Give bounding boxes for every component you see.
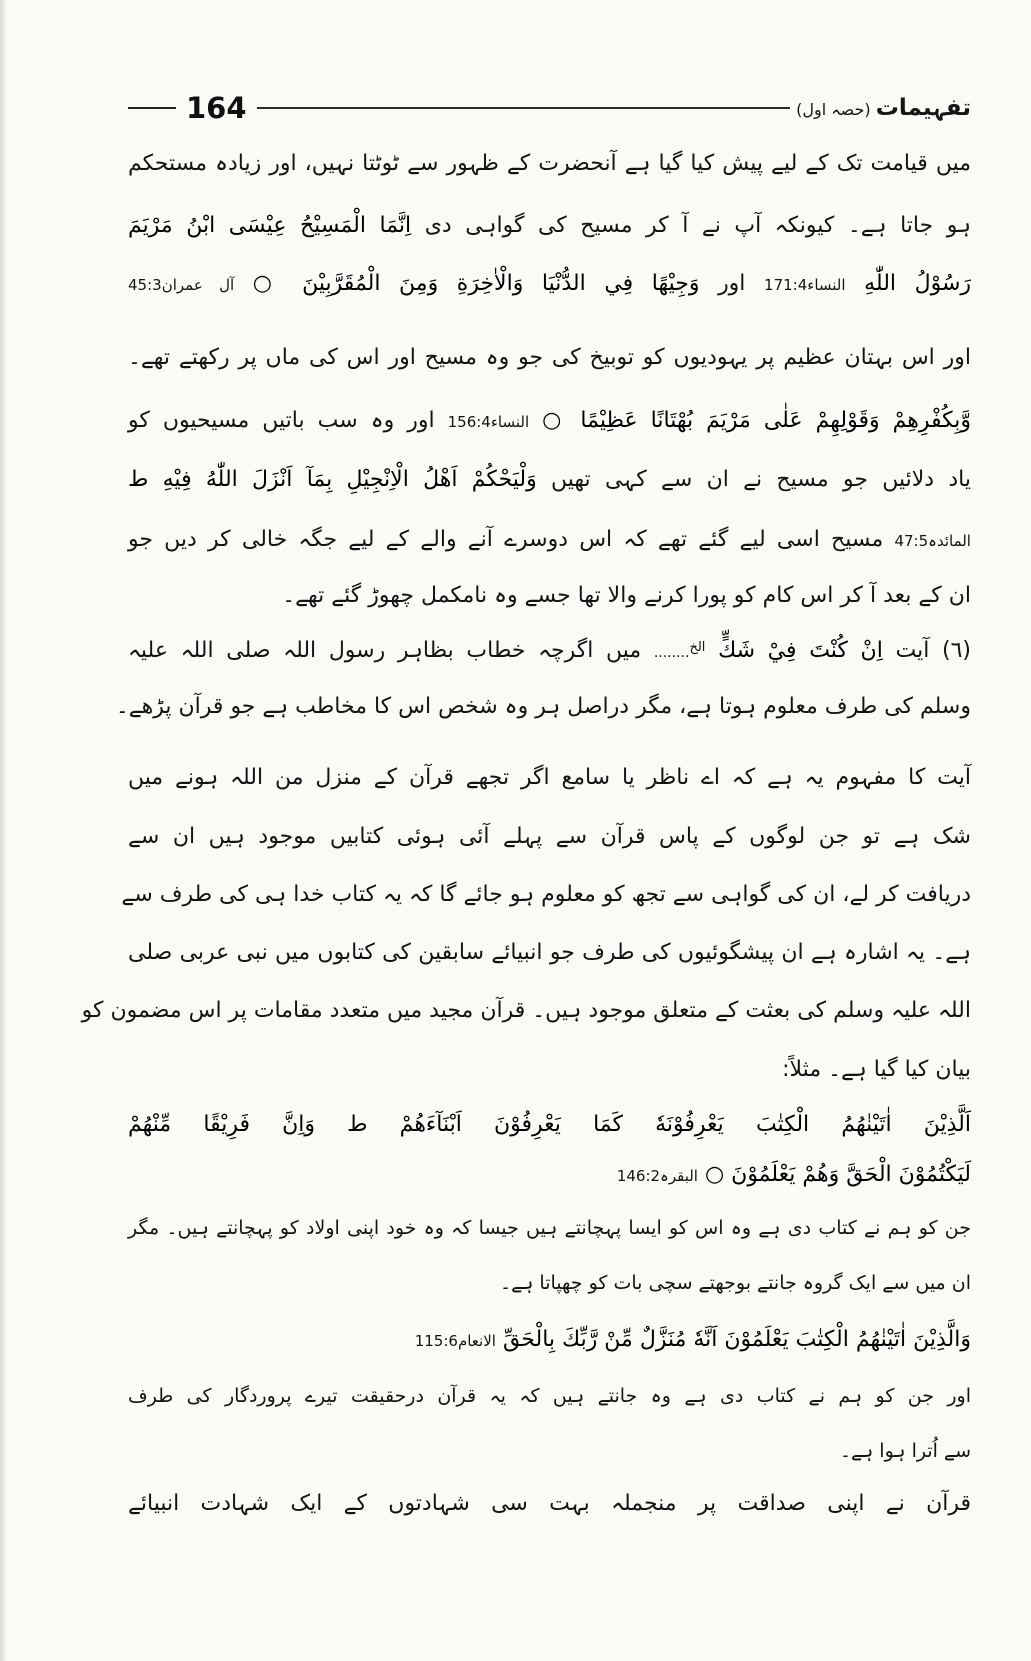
quran-verse: وَجِيْهًا فِي الدُّنْيَا وَالْاٰخِرَةِ وَمِنَ الْمُقَرَّبِيْنَ ○ (252, 271, 700, 296)
verse-reference: المائدہ47:5 (894, 532, 971, 550)
header-rule-short (128, 107, 176, 109)
line-text: اور (718, 271, 746, 296)
quote-2-verse (128, 1315, 971, 1365)
body-line-4: اور اس بہتان عظیم پر یہودیوں کو توبیخ کی جو وہ مسیح اور اس کی ماں پر رکھتے تھے۔ (128, 345, 971, 370)
body-line-16: بیان کیا گیا ہے۔ مثلاً: (782, 1057, 971, 1082)
body-line-8: ان کے بعد آ کر اس کام کو پورا کرنے والا تھا جسے وہ نامکمل چھوڑ گئے تھے۔ (282, 583, 971, 608)
verse-reference: النساء156:4 (447, 413, 530, 431)
quran-verse: وَالَّذِيْنَ اٰتَيْنٰهُمُ الْكِتٰبَ يَعْلَمُوْنَ اَنَّهٗ مُنَزَّلٌ مِّنْ رَّبِّكَ بِالْحَقِّ (502, 1327, 971, 1352)
quote-1-translation-line-2: ان میں سے ایک گروہ جانتے بوجھتے سچی بات کو چھپاتا ہے۔ (499, 1272, 971, 1294)
quran-verse: لَيَكْتُمُوْنَ الْحَقَّ وَهُمْ يَعْلَمُوْنَ ○ (704, 1162, 971, 1187)
quran-verse: وَلْيَحْكُمْ اَهْلُ الْاِنْجِيْلِ بِمَآ اَنْزَلَ اللّٰهُ فِيْهِ ط (128, 467, 537, 492)
quote-2-translation-line-2: سے اُترا ہوا ہے۔ (839, 1440, 971, 1462)
verse-reference: الانعام115:6 (414, 1332, 496, 1350)
verse-reference: النساء171:4 (764, 276, 846, 294)
line-text: میں اگرچہ خطاب بظاہر رسول اللہ صلی اللہ علیہ (128, 638, 642, 663)
body-line-3 (128, 259, 971, 309)
body-line-5 (128, 396, 971, 446)
verse-reference: البقرہ146:2 (616, 1167, 698, 1185)
book-part: (حصہ اول) (796, 100, 871, 119)
body-line-9 (128, 623, 971, 673)
closing-line: قرآن نے اپنی صداقت پر منجملہ بہت سی شہادتوں کے ایک شہادت انبیائے (128, 1491, 971, 1516)
body-line-12: شک ہے تو جن لوگوں کے پاس قرآن سے پہلے آئی ہوئی کتابیں موجود ہیں ان سے (128, 824, 971, 849)
page-number: 164 (186, 91, 247, 125)
line-text: ہو جاتا ہے۔ کیونکہ آپ نے آ کر مسیح کی گواہی دی (424, 213, 971, 238)
body-line-2 (128, 201, 971, 251)
quote-2-translation-line-1: اور جن کو ہم نے کتاب دی ہے وہ جانتے ہیں کہ یہ قرآن درحقیقت تیرے پروردگار کی طرف (128, 1385, 971, 1407)
body-line-11: آیت کا مفہوم یہ ہے کہ اے ناظر یا سامع اگر تجھے قرآن کے منزل من اللہ ہونے میں (128, 765, 971, 790)
quran-verse: رَسُوْلُ اللّٰهِ (864, 271, 972, 296)
quote-1-verse-line-1 (128, 1100, 971, 1150)
abbreviation: الخ (689, 640, 706, 655)
line-text: یاد دلائیں جو مسیح نے ان سے کہی تھیں (551, 467, 971, 492)
quote-1-verse-line-2 (128, 1150, 971, 1200)
body-line-15: اللہ علیہ وسلم کی بعثت کے متعلق موجود ہیں۔ قرآن مجید میں متعدد مقامات پر اس مضمون کو (81, 998, 971, 1023)
quran-verse: اِنَّمَا الْمَسِيْحُ عِيْسَى ابْنُ مَرْيَمَ (128, 213, 412, 238)
ellipsis-dots: ........ (653, 645, 690, 661)
body-line-6 (128, 455, 971, 505)
quote-1-translation-line-1: جن کو ہم نے کتاب دی ہے وہ اس کو ایسا پہچانتے ہیں جیسا کہ وہ خود اپنی اولاد کو پہچانتے ہیں۔ مگر (128, 1217, 971, 1239)
verse-reference: آل عمران45:3 (128, 276, 235, 294)
line-text: اور وہ سب باتیں مسیحیوں کو (128, 408, 435, 433)
line-text: آیت (895, 638, 930, 663)
body-line-7 (128, 515, 971, 565)
body-line-13: دریافت کر لے، ان کی گواہی سے تجھ کو معلوم ہو جائے گا کہ یہ کتاب خدا ہی کی طرف سے (121, 882, 971, 907)
header-rule-long (257, 107, 791, 109)
body-line-1: میں قیامت تک کے لیے پیش کیا گیا ہے آنحضرت کے ظہور سے ٹوٹتا نہیں، اور زیادہ مستحکم (128, 151, 971, 176)
body-line-14: ہے۔ یہ اشارہ ہے ان پیشگوئیوں کی طرف جو انبیائے سابقین کی کتابوں میں نبی عربی صلی (128, 940, 971, 965)
quran-verse: وَّبِكُفْرِهِمْ وَقَوْلِهِمْ عَلٰى مَرْيَمَ بُهْتَانًا عَظِيْمًا ○ (542, 408, 972, 433)
note-number: (٦) (941, 638, 971, 663)
line-text: مسیح اسی لیے گئے تھے کہ اس دوسرے آنے والے کے لیے جگہ خالی کر دیں جو (128, 527, 884, 552)
running-title (796, 95, 971, 121)
body-line-10: وسلم کی طرف معلوم ہوتا ہے، مگر دراصل ہر وہ شخص اس کا مخاطب ہے جو قرآن پڑھے۔ (115, 694, 971, 719)
quran-verse: اِنْ كُنْتَ فِيْ شَكٍّ (718, 638, 883, 663)
book-title: تفہیمات (875, 95, 971, 121)
scan-edge-shadow (0, 0, 7, 1661)
running-header (128, 88, 971, 128)
quran-verse: اَلَّذِيْنَ اٰتَيْنٰهُمُ الْكِتٰبَ يَعْرِفُوْنَهٗ كَمَا يَعْرِفُوْنَ اَبْنَآءَهُمْ ط وَاِنَّ فَرِيْقًا مِّنْهُمْ (128, 1112, 971, 1137)
